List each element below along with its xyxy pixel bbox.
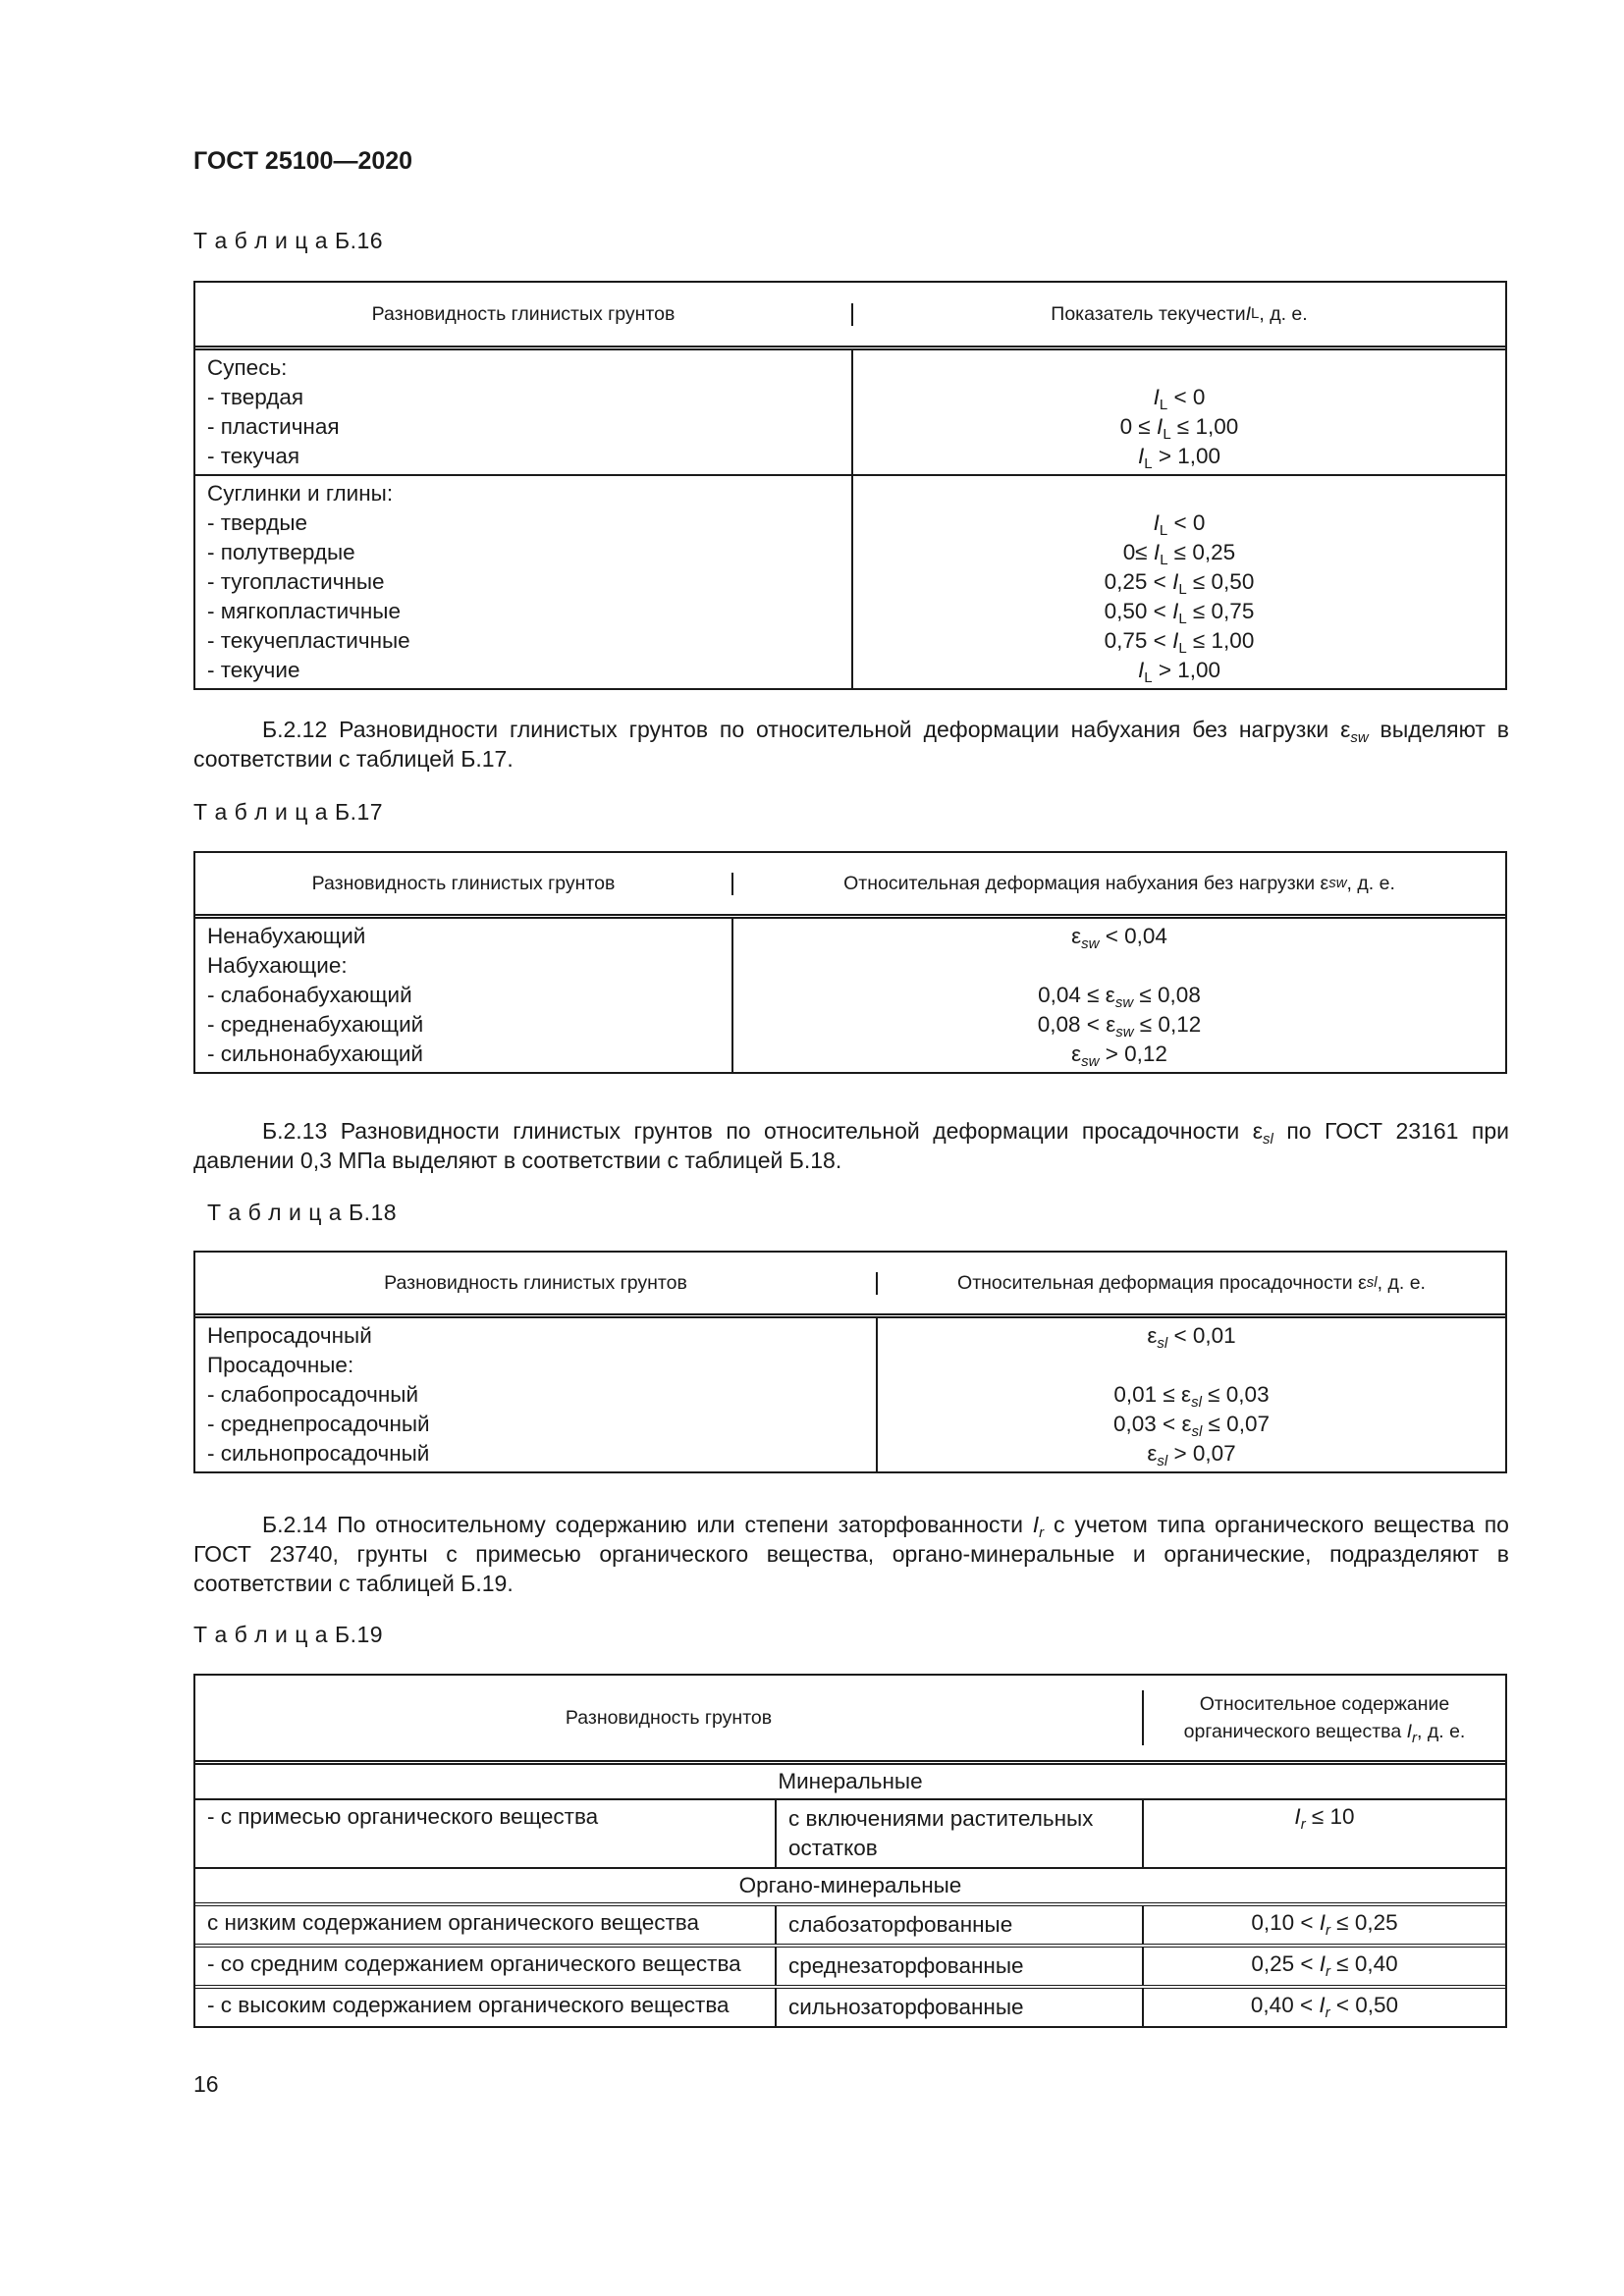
row-value: $0,04 \le \varepsilon_{sw} \le 0,08$ (1038, 983, 1201, 1011)
row-value: $0,40 < I_r < 0,50$ (1142, 1989, 1505, 2026)
table-row (195, 1944, 1505, 1985)
table-caption-b18: Т а б л и ц а Б.18 (207, 1200, 398, 1225)
table-caption-b16: Т а б л и ц а Б.16 (193, 228, 384, 253)
section-title: Минеральные (778, 1769, 923, 1793)
row-label: - со средним содержанием органического вещества (207, 1951, 741, 1976)
row-label: - текучие (207, 658, 300, 682)
row-label: с низким содержанием органического вещества (207, 1910, 699, 1935)
column-header: Относительная деформация набухания без нагрузки ε sw , д. е. (731, 873, 1505, 895)
row-label: - твердая (207, 385, 304, 409)
paragraph-b2-13: Б.2.13 Разновидности глинистых грунтов по относительной деформации просадочности $\varepsilon_{sl}$ по ГОСТ 23161 при давлении 0,3 МПа выделяют в соответствии с таблицей Б.18. (193, 1118, 1509, 1173)
paragraph-b2-12: Б.2.12 Разновидности глинистых грунтов по относительной деформации набухания без нагрузки $\varepsilon_{sw}$ выделяют в соответствии с таблицей Б.17. (193, 717, 1509, 772)
table-b18 (193, 1251, 1507, 1473)
row-value: $I_L > 1,00$ (1137, 444, 1221, 472)
row-label: - полутвердые (207, 540, 355, 564)
table-header-row (195, 283, 1505, 350)
table-body (195, 1318, 1505, 1471)
row-label: - сильнопросадочный (207, 1441, 430, 1466)
table-row (195, 1985, 1505, 2026)
table-header-row (195, 1676, 1505, 1765)
column-header: Относительная деформация просадочности ε sl , д. е. (876, 1272, 1505, 1295)
table-b19 (193, 1674, 1507, 2028)
table-row (195, 1798, 1505, 1867)
column-header: Относительное содержание органического вещества $I_r$, д. е. (1142, 1690, 1505, 1745)
row-value: $0,50 < I_L \le 0,75$ (1104, 599, 1255, 627)
row-label: - средненабухающий (207, 1012, 424, 1037)
row-value: $\varepsilon_{sl} < 0,01$ (1147, 1323, 1236, 1352)
column-header: Разновидность глинистых грунтов (371, 302, 676, 325)
table-group-supes (195, 350, 1505, 474)
table-body (195, 919, 1505, 1072)
row-label: - текучая (207, 444, 300, 468)
row-value: $0,25 < I_r \le 0,40$ (1142, 1948, 1505, 1985)
row-subtype: слабозаторфованные (775, 1906, 1142, 1944)
group-title: Супесь: (207, 355, 288, 380)
row-value: $\varepsilon_{sw} < 0,04$ (1071, 924, 1167, 952)
row-label: Ненабухающий (207, 924, 366, 948)
section-title: Органо-минеральные (738, 1873, 962, 1897)
row-label: - текучепластичные (207, 628, 410, 653)
row-label: - слабопросадочный (207, 1382, 419, 1407)
table-header-row (195, 1253, 1505, 1318)
row-label: - среднепросадочный (207, 1412, 430, 1436)
table-caption-b19: Т а б л и ц а Б.19 (193, 1622, 384, 1647)
row-value: $I_L > 1,00$ (1137, 658, 1221, 686)
row-label: Набухающие: (207, 953, 348, 978)
table-caption-b17: Т а б л и ц а Б.17 (193, 799, 384, 825)
row-label: Непросадочный (207, 1323, 372, 1348)
group-title: Суглинки и глины: (207, 481, 394, 506)
section-row (195, 1867, 1505, 1902)
row-value: $\varepsilon_{sl} > 0,07$ (1147, 1441, 1236, 1469)
row-label: - тугопластичные (207, 569, 385, 594)
row-value: $0,03 < \varepsilon_{sl} \le 0,07$ (1113, 1412, 1270, 1440)
row-label: - с примесью органического вещества (207, 1804, 599, 1829)
column-header: Показатель текучести I L , д. е. (851, 303, 1505, 326)
row-subtype: среднезаторфованные (775, 1948, 1142, 1985)
table-b17 (193, 851, 1507, 1074)
row-value: $I_r \le 10$ (1142, 1800, 1505, 1867)
row-label: - сильнонабухающий (207, 1041, 423, 1066)
row-value: $0\le I_L \le 0,25$ (1122, 540, 1236, 568)
row-subtype: сильнозаторфованные (775, 1989, 1142, 2026)
section-row (195, 1765, 1505, 1798)
table-row (195, 1902, 1505, 1944)
row-value: $0,01 \le \varepsilon_{sl} \le 0,03$ (1113, 1382, 1270, 1411)
row-label: - мягкопластичные (207, 599, 401, 623)
page-number: 16 (193, 2071, 219, 2097)
table-body (195, 350, 1505, 688)
row-value: $\varepsilon_{sw} > 0,12$ (1071, 1041, 1167, 1070)
row-label: - твердые (207, 510, 308, 535)
row-value: $0,25 < I_L \le 0,50$ (1104, 569, 1255, 598)
column-header: Разновидность глинистых грунтов (384, 1271, 687, 1294)
column-header: Разновидность глинистых грунтов (311, 872, 616, 894)
row-value: $0,10 < I_r \le 0,25$ (1142, 1906, 1505, 1944)
row-value: $I_L < 0$ (1153, 510, 1206, 539)
row-label: - с высоким содержанием органического вещества (207, 1993, 730, 2017)
table-group-suglinki (195, 474, 1505, 688)
row-value: $0,75 < I_L \le 1,00$ (1104, 628, 1255, 657)
row-value: $I_L < 0$ (1153, 385, 1206, 413)
row-value: $0 \le I_L \le 1,00$ (1119, 414, 1239, 443)
row-label: - слабонабухающий (207, 983, 412, 1007)
row-value: $0,08 < \varepsilon_{sw} \le 0,12$ (1037, 1012, 1202, 1041)
table-header-row (195, 853, 1505, 919)
paragraph-b2-14: Б.2.14 По относительному содержанию или степени заторфованности $I_r$ с учетом типа органического вещества по ГОСТ 23740, грунты с примесью органического вещества, органо-минеральные и органические, подразделяют в соответствии с таблицей Б.19. (193, 1512, 1509, 1596)
table-b16 (193, 281, 1507, 690)
column-header: Разновидность грунтов (565, 1706, 773, 1729)
document-header: ГОСТ 25100—2020 (193, 147, 413, 175)
row-label: Просадочные: (207, 1353, 354, 1377)
row-label: - пластичная (207, 414, 340, 439)
row-subtype: с включениями растительных остатков (775, 1800, 1142, 1867)
